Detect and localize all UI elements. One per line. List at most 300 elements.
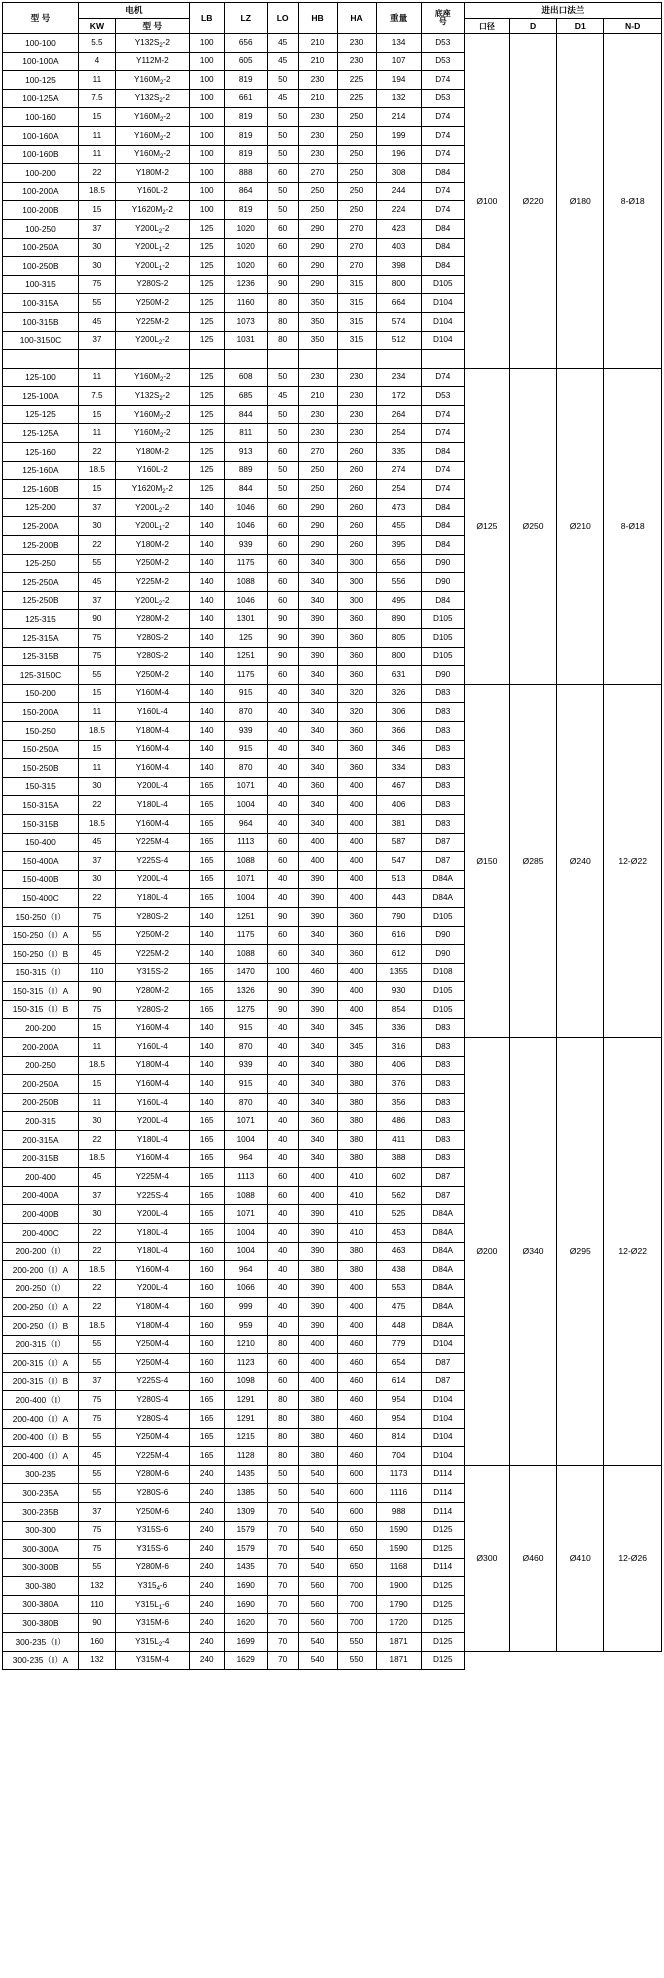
cell-hb: 380	[298, 1428, 337, 1447]
cell-ha: 260	[337, 443, 376, 462]
cell-kw: 22	[78, 1242, 115, 1261]
cell-lb: 165	[189, 1112, 224, 1131]
cell-lo: 40	[267, 1316, 298, 1335]
cell-lb: 125	[189, 443, 224, 462]
table-row	[3, 368, 662, 387]
cell-lz: 964	[224, 1149, 267, 1168]
cell-ha: 270	[337, 219, 376, 238]
cell-wt: 1720	[376, 1614, 421, 1633]
cell-lb: 125	[189, 257, 224, 276]
cell-model: 150-315（Ⅰ）	[3, 963, 79, 982]
cell-motor: Y112M-2	[115, 52, 189, 71]
cell-lo: 80	[267, 331, 298, 350]
cell-base: D74	[421, 182, 464, 201]
cell-hb: 390	[298, 1316, 337, 1335]
cell-wt: 316	[376, 1038, 421, 1057]
cell-lb: 100	[189, 126, 224, 145]
cell-wt: 455	[376, 517, 421, 536]
cell-lo: 60	[267, 1372, 298, 1391]
cell-lz: 1046	[224, 498, 267, 517]
cell-motor: Y250M-4	[115, 1335, 189, 1354]
cell-hb: 230	[298, 368, 337, 387]
cell-ha: 650	[337, 1540, 376, 1559]
cell-lo: 50	[267, 1465, 298, 1484]
cell-lb: 140	[189, 1019, 224, 1038]
cell-model: 200-400（Ⅰ）	[3, 1391, 79, 1410]
cell-base: D84	[421, 517, 464, 536]
cell-hb: 540	[298, 1484, 337, 1503]
cell-model: 100-100A	[3, 52, 79, 71]
cell-lo: 40	[267, 1205, 298, 1224]
cell-base: D83	[421, 1131, 464, 1150]
cell-model: 300-235	[3, 1465, 79, 1484]
cell-ha: 250	[337, 108, 376, 127]
cell-motor: $Y200L_2-2$	[115, 591, 189, 610]
cell-ha: 400	[337, 852, 376, 871]
cell-kw: 75	[78, 647, 115, 666]
cell-ha: 460	[337, 1447, 376, 1466]
cell-lo: 80	[267, 1447, 298, 1466]
cell-lz: 1046	[224, 591, 267, 610]
cell-kw: 15	[78, 1019, 115, 1038]
cell-lo: 40	[267, 1038, 298, 1057]
cell-wt: 1590	[376, 1521, 421, 1540]
cell-lo: 70	[267, 1558, 298, 1577]
cell-model: 200-200A	[3, 1038, 79, 1057]
cell-wt: 614	[376, 1372, 421, 1391]
cell-hb: 340	[298, 666, 337, 685]
cell-flange-d: Ø250	[509, 368, 556, 684]
cell-lo: 60	[267, 536, 298, 555]
cell-ha: 400	[337, 963, 376, 982]
cell-model: 200-400（Ⅰ）A	[3, 1409, 79, 1428]
cell-ha: 230	[337, 368, 376, 387]
cell-base: D74	[421, 108, 464, 127]
cell-lb: 140	[189, 703, 224, 722]
cell-wt: 486	[376, 1112, 421, 1131]
cell-hb: 230	[298, 71, 337, 90]
cell-lz: 1098	[224, 1372, 267, 1391]
cell-motor: $Y160M_2-2$	[115, 108, 189, 127]
cell-kw: 7.5	[78, 89, 115, 108]
cell-lz: 939	[224, 1056, 267, 1075]
cell-lb: 165	[189, 1168, 224, 1187]
cell-hb: 340	[298, 591, 337, 610]
cell-lo: 40	[267, 1298, 298, 1317]
cell-ha: 460	[337, 1372, 376, 1391]
cell-lb: 140	[189, 536, 224, 555]
cell-kw: 45	[78, 312, 115, 331]
cell-hb: 340	[298, 1131, 337, 1150]
cell-base: D84A	[421, 1316, 464, 1335]
cell-model: 150-400	[3, 833, 79, 852]
cell-model: 100-200B	[3, 201, 79, 220]
cell-motor: Y160L-2	[115, 461, 189, 480]
cell-base: D84A	[421, 1242, 464, 1261]
cell-flange-nd: 12-Ø22	[604, 1038, 662, 1466]
cell-ha: 320	[337, 684, 376, 703]
cell-lb: 125	[189, 387, 224, 406]
cell-kw: 18.5	[78, 1149, 115, 1168]
cell-lz: 1275	[224, 1000, 267, 1019]
cell-hb: 340	[298, 573, 337, 592]
cell-kw: 7.5	[78, 387, 115, 406]
cell-motor: Y180M-2	[115, 164, 189, 183]
cell-kw: 30	[78, 517, 115, 536]
cell-wt: 800	[376, 647, 421, 666]
cell-lo: 45	[267, 52, 298, 71]
cell-lo: 50	[267, 71, 298, 90]
cell-hb: 340	[298, 1093, 337, 1112]
cell-lo: 40	[267, 1149, 298, 1168]
cell-kw: 55	[78, 1484, 115, 1503]
cell-hb: 400	[298, 833, 337, 852]
cell-lb: 160	[189, 1372, 224, 1391]
cell-wt: 467	[376, 777, 421, 796]
cell-motor: Y200L-4	[115, 1279, 189, 1298]
cell-lz: 1326	[224, 982, 267, 1001]
cell-hb: 350	[298, 312, 337, 331]
cell-base: D125	[421, 1633, 464, 1652]
cell-lb: 160	[189, 1261, 224, 1280]
cell-kw: 30	[78, 257, 115, 276]
cell-lo: 60	[267, 238, 298, 257]
cell-lz: 1579	[224, 1521, 267, 1540]
cell-hb: 250	[298, 480, 337, 499]
cell-model: 150-400A	[3, 852, 79, 871]
cell-hb: 230	[298, 126, 337, 145]
cell-base: D84A	[421, 1261, 464, 1280]
cell-kw: 37	[78, 331, 115, 350]
cell-ha: 460	[337, 1409, 376, 1428]
cell-hb: 230	[298, 424, 337, 443]
cell-flange-d: Ø460	[509, 1465, 556, 1651]
cell-flange-d0: Ø150	[464, 684, 509, 1037]
cell-motor: Y160M-4	[115, 740, 189, 759]
cell-lz: 125	[224, 629, 267, 648]
cell-wt: 954	[376, 1409, 421, 1428]
cell-ha: 360	[337, 926, 376, 945]
cell-ha: 400	[337, 870, 376, 889]
cell-lb: 140	[189, 759, 224, 778]
cell-model: 150-400C	[3, 889, 79, 908]
cell-kw: 55	[78, 666, 115, 685]
cell-lb: 165	[189, 777, 224, 796]
cell-motor: $Y315L_1-6$	[115, 1595, 189, 1614]
cell-hb: 390	[298, 629, 337, 648]
cell-model: 150-250（Ⅰ）	[3, 907, 79, 926]
cell-lz: 1629	[224, 1651, 267, 1670]
cell-model: 150-400B	[3, 870, 79, 889]
cell-wt: 335	[376, 443, 421, 462]
cell-lo: 40	[267, 684, 298, 703]
cell-base: D114	[421, 1484, 464, 1503]
cell-motor: Y280S-2	[115, 647, 189, 666]
cell-lo: 50	[267, 126, 298, 145]
cell-lz: 819	[224, 126, 267, 145]
cell-motor: $Y200L_2-2$	[115, 331, 189, 350]
cell-hb: 400	[298, 1168, 337, 1187]
cell-model: 100-315	[3, 275, 79, 294]
cell-kw: 75	[78, 1391, 115, 1410]
cell-ha: 380	[337, 1242, 376, 1261]
cell-wt: 814	[376, 1428, 421, 1447]
cell-wt: 664	[376, 294, 421, 313]
cell-motor: Y250M-2	[115, 554, 189, 573]
cell-lo: 70	[267, 1651, 298, 1670]
cell-ha: 380	[337, 1149, 376, 1168]
table-row	[3, 684, 662, 703]
header-hb: HB	[298, 3, 337, 34]
cell-hb: 290	[298, 238, 337, 257]
cell-hb: 230	[298, 145, 337, 164]
cell-motor: Y180M-4	[115, 1298, 189, 1317]
cell-lz: 1699	[224, 1633, 267, 1652]
cell-hb: 540	[298, 1465, 337, 1484]
cell-lz: 1088	[224, 945, 267, 964]
header-base-no: 底座 号	[421, 3, 464, 34]
cell-hb: 460	[298, 963, 337, 982]
cell-model: 125-160A	[3, 461, 79, 480]
cell-lb: 140	[189, 591, 224, 610]
cell-kw: 22	[78, 1298, 115, 1317]
cell-lo: 70	[267, 1614, 298, 1633]
header-motor-group: 电机	[78, 3, 189, 19]
cell-lo: 40	[267, 1261, 298, 1280]
cell-motor: Y160M-4	[115, 1261, 189, 1280]
cell-lo: 60	[267, 517, 298, 536]
table-row	[3, 34, 662, 53]
cell-ha: 460	[337, 1428, 376, 1447]
cell-lo: 70	[267, 1540, 298, 1559]
cell-lo: 90	[267, 275, 298, 294]
cell-lz: 1046	[224, 517, 267, 536]
cell-lz: 1031	[224, 331, 267, 350]
cell-hb: 390	[298, 1205, 337, 1224]
cell-hb: 290	[298, 498, 337, 517]
cell-wt: 448	[376, 1316, 421, 1335]
cell-wt: 326	[376, 684, 421, 703]
cell-lz: 608	[224, 368, 267, 387]
cell-ha: 400	[337, 1316, 376, 1335]
cell-wt: 854	[376, 1000, 421, 1019]
cell-base: D104	[421, 331, 464, 350]
cell-model: 125-200B	[3, 536, 79, 555]
table-row	[3, 1038, 662, 1057]
cell-motor: Y250M-2	[115, 294, 189, 313]
cell-lo: 45	[267, 387, 298, 406]
cell-motor: Y280M-6	[115, 1558, 189, 1577]
cell-kw: 22	[78, 1131, 115, 1150]
cell-lb: 125	[189, 238, 224, 257]
cell-lb: 165	[189, 1409, 224, 1428]
cell-lz: 888	[224, 164, 267, 183]
cell-ha: 380	[337, 1075, 376, 1094]
cell-lz: 685	[224, 387, 267, 406]
cell-ha: 460	[337, 1391, 376, 1410]
cell-motor: $Y132S_2-2$	[115, 89, 189, 108]
cell-lb: 100	[189, 201, 224, 220]
cell-lb: 240	[189, 1521, 224, 1540]
cell-model: 150-200	[3, 684, 79, 703]
cell-model: 125-250B	[3, 591, 79, 610]
cell-lo: 60	[267, 219, 298, 238]
cell-base: D125	[421, 1521, 464, 1540]
cell-ha: 410	[337, 1168, 376, 1187]
cell-hb: 340	[298, 703, 337, 722]
cell-base: D87	[421, 852, 464, 871]
cell-motor: Y180L-4	[115, 1242, 189, 1261]
cell-flange-d0: Ø125	[464, 368, 509, 684]
cell-model: 125-100	[3, 368, 79, 387]
cell-base: D105	[421, 629, 464, 648]
cell-model: 125-250	[3, 554, 79, 573]
cell-ha: 400	[337, 982, 376, 1001]
cell-lb: 160	[189, 1316, 224, 1335]
cell-lb: 125	[189, 461, 224, 480]
cell-model: 200-250（Ⅰ）A	[3, 1298, 79, 1317]
cell-base: D108	[421, 963, 464, 982]
cell-wt: 654	[376, 1354, 421, 1373]
cell-model: 125-125	[3, 405, 79, 424]
cell-wt: 132	[376, 89, 421, 108]
cell-base: D125	[421, 1595, 464, 1614]
cell-base: D74	[421, 368, 464, 387]
cell-kw: 11	[78, 126, 115, 145]
cell-model: 100-125	[3, 71, 79, 90]
cell-kw: 30	[78, 777, 115, 796]
cell-ha: 400	[337, 889, 376, 908]
cell-hb: 390	[298, 1224, 337, 1243]
cell-kw: 11	[78, 145, 115, 164]
cell-lb: 165	[189, 814, 224, 833]
cell-hb: 340	[298, 814, 337, 833]
cell-model: 125-315A	[3, 629, 79, 648]
cell-base: D83	[421, 1112, 464, 1131]
cell-lb: 140	[189, 1093, 224, 1112]
cell-wt: 602	[376, 1168, 421, 1187]
cell-hb: 340	[298, 759, 337, 778]
cell-model: 200-400	[3, 1168, 79, 1187]
cell-lz: 1113	[224, 1168, 267, 1187]
cell-hb: 390	[298, 610, 337, 629]
cell-wt: 366	[376, 721, 421, 740]
cell-ha: 380	[337, 1112, 376, 1131]
cell-ha: 400	[337, 796, 376, 815]
cell-ha: 270	[337, 238, 376, 257]
cell-flange-d0: Ø100	[464, 34, 509, 369]
cell-hb: 390	[298, 982, 337, 1001]
cell-motor: Y250M-6	[115, 1502, 189, 1521]
cell-kw: 75	[78, 1521, 115, 1540]
cell-lb: 140	[189, 647, 224, 666]
cell-model: 150-315B	[3, 814, 79, 833]
cell-model: 300-235（Ⅰ）	[3, 1633, 79, 1652]
cell-model: 100-200A	[3, 182, 79, 201]
cell-hb: 210	[298, 89, 337, 108]
cell-motor: Y180L-4	[115, 889, 189, 908]
cell-kw: 75	[78, 629, 115, 648]
cell-lo: 90	[267, 907, 298, 926]
cell-model: 150-250B	[3, 759, 79, 778]
cell-model: 100-315A	[3, 294, 79, 313]
cell-model: 200-315	[3, 1112, 79, 1131]
cell-hb: 340	[298, 1056, 337, 1075]
cell-lz: 1210	[224, 1335, 267, 1354]
cell-ha: 315	[337, 275, 376, 294]
cell-model: 150-200A	[3, 703, 79, 722]
cell-lo: 90	[267, 1000, 298, 1019]
cell-model: 150-315（Ⅰ）A	[3, 982, 79, 1001]
cell-base: D84A	[421, 889, 464, 908]
cell-hb: 380	[298, 1391, 337, 1410]
cell-motor: $Y160M_2-2$	[115, 424, 189, 443]
cell-motor: Y280S-2	[115, 275, 189, 294]
cell-hb: 400	[298, 1354, 337, 1373]
cell-lb: 140	[189, 1056, 224, 1075]
cell-lo: 60	[267, 554, 298, 573]
cell-model: 125-200A	[3, 517, 79, 536]
cell-base: D74	[421, 71, 464, 90]
cell-model: 300-300B	[3, 1558, 79, 1577]
cell-flange-nd: 12-Ø26	[604, 1465, 662, 1651]
cell-lb: 165	[189, 1131, 224, 1150]
cell-lz: 1309	[224, 1502, 267, 1521]
cell-lb: 125	[189, 312, 224, 331]
cell-lz: 939	[224, 721, 267, 740]
cell-hb: 290	[298, 536, 337, 555]
cell-base: D84	[421, 443, 464, 462]
cell-lo: 40	[267, 1242, 298, 1261]
cell-hb: 350	[298, 331, 337, 350]
cell-motor: Y315S-6	[115, 1521, 189, 1540]
cell-ha: 700	[337, 1577, 376, 1596]
cell-model: 100-200	[3, 164, 79, 183]
cell-flange-d: Ø340	[509, 1038, 556, 1466]
cell-motor: $Y160M_2-2$	[115, 405, 189, 424]
cell-model: 125-125A	[3, 424, 79, 443]
cell-model: 200-315（Ⅰ）A	[3, 1354, 79, 1373]
cell-base: D83	[421, 721, 464, 740]
cell-base: D83	[421, 1093, 464, 1112]
cell-ha: 300	[337, 591, 376, 610]
cell-hb: 390	[298, 1279, 337, 1298]
cell-lo: 60	[267, 164, 298, 183]
cell-hb: 290	[298, 219, 337, 238]
cell-lz: 964	[224, 1261, 267, 1280]
cell-ha: 380	[337, 1261, 376, 1280]
cell-lb: 165	[189, 796, 224, 815]
cell-wt: 805	[376, 629, 421, 648]
cell-wt: 954	[376, 1391, 421, 1410]
cell-hb: 340	[298, 554, 337, 573]
cell-model: 125-160B	[3, 480, 79, 499]
cell-lb: 160	[189, 1242, 224, 1261]
cell-model: 300-300A	[3, 1540, 79, 1559]
cell-flange-d: Ø285	[509, 684, 556, 1037]
cell-wt: 172	[376, 387, 421, 406]
cell-lb: 125	[189, 480, 224, 499]
cell-base: D105	[421, 982, 464, 1001]
cell-motor: Y180L-4	[115, 1224, 189, 1243]
cell-ha: 260	[337, 498, 376, 517]
cell-kw: 160	[78, 1633, 115, 1652]
cell-ha: 360	[337, 647, 376, 666]
cell-lz: 811	[224, 424, 267, 443]
cell-kw: 55	[78, 1558, 115, 1577]
cell-lo: 50	[267, 461, 298, 480]
table-row	[3, 1651, 662, 1670]
